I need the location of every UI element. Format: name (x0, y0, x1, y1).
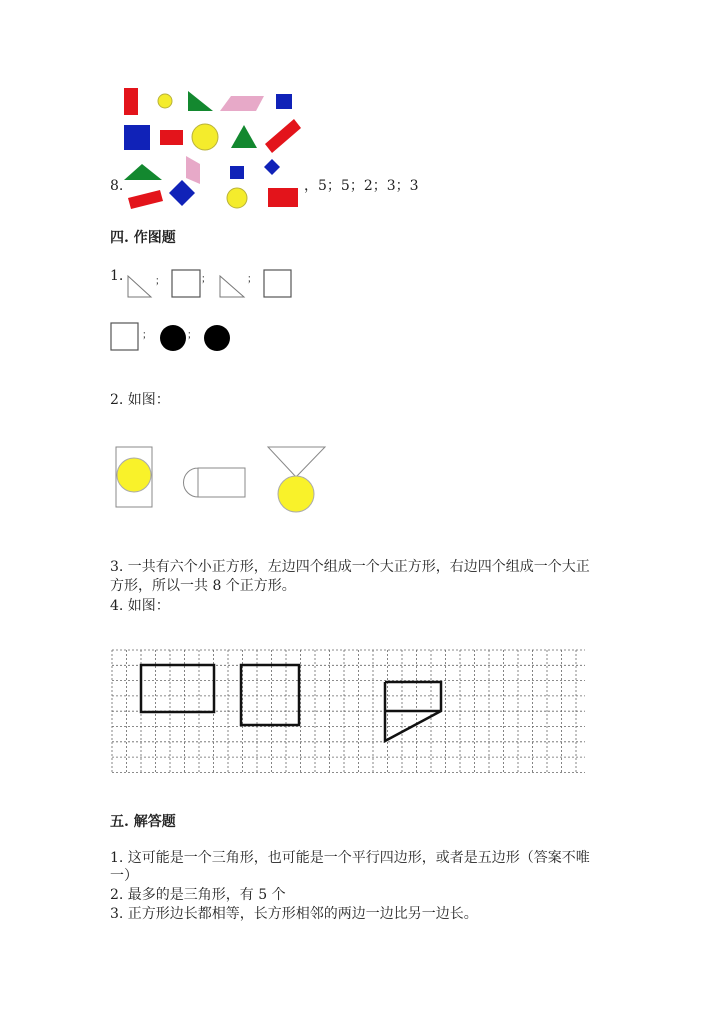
item1-sep: ； (201, 274, 211, 285)
section4-heading: 四. 作图题 (110, 230, 176, 246)
item4-text: 4. 如图： (110, 598, 170, 614)
item1-sep: ； (155, 276, 165, 287)
item2-text: 2. 如图： (110, 392, 170, 408)
item3-line2: 方形，所以一共 8 个正方形。 (110, 578, 296, 594)
answer3: 3. 正方形边长都相等，长方形相邻的两边一边比另一边长。 (110, 906, 478, 922)
drawn-rectangle (141, 665, 214, 712)
answer2: 2. 最多的是三角形，有 5 个 (110, 887, 286, 903)
item1-sep: ； (247, 274, 257, 285)
answer1-line2: 一） (110, 868, 138, 884)
item1-sep: ； (187, 330, 197, 341)
section5-heading: 五. 解答题 (110, 814, 176, 830)
item1-sep: ； (142, 330, 152, 341)
q8-answer: ，5；5；2；3；3 (304, 178, 419, 194)
drawn-square (241, 665, 299, 725)
item3-line1: 3. 一共有六个小正方形，左边四个组成一个大正方形，右边四个组成一个大正 (110, 559, 590, 575)
q8-number: 8. (110, 178, 124, 194)
answer1-line1: 1. 这可能是一个三角形，也可能是一个平行四边形，或者是五边形（答案不唯 (110, 850, 590, 866)
item1-number: 1. (110, 268, 124, 284)
